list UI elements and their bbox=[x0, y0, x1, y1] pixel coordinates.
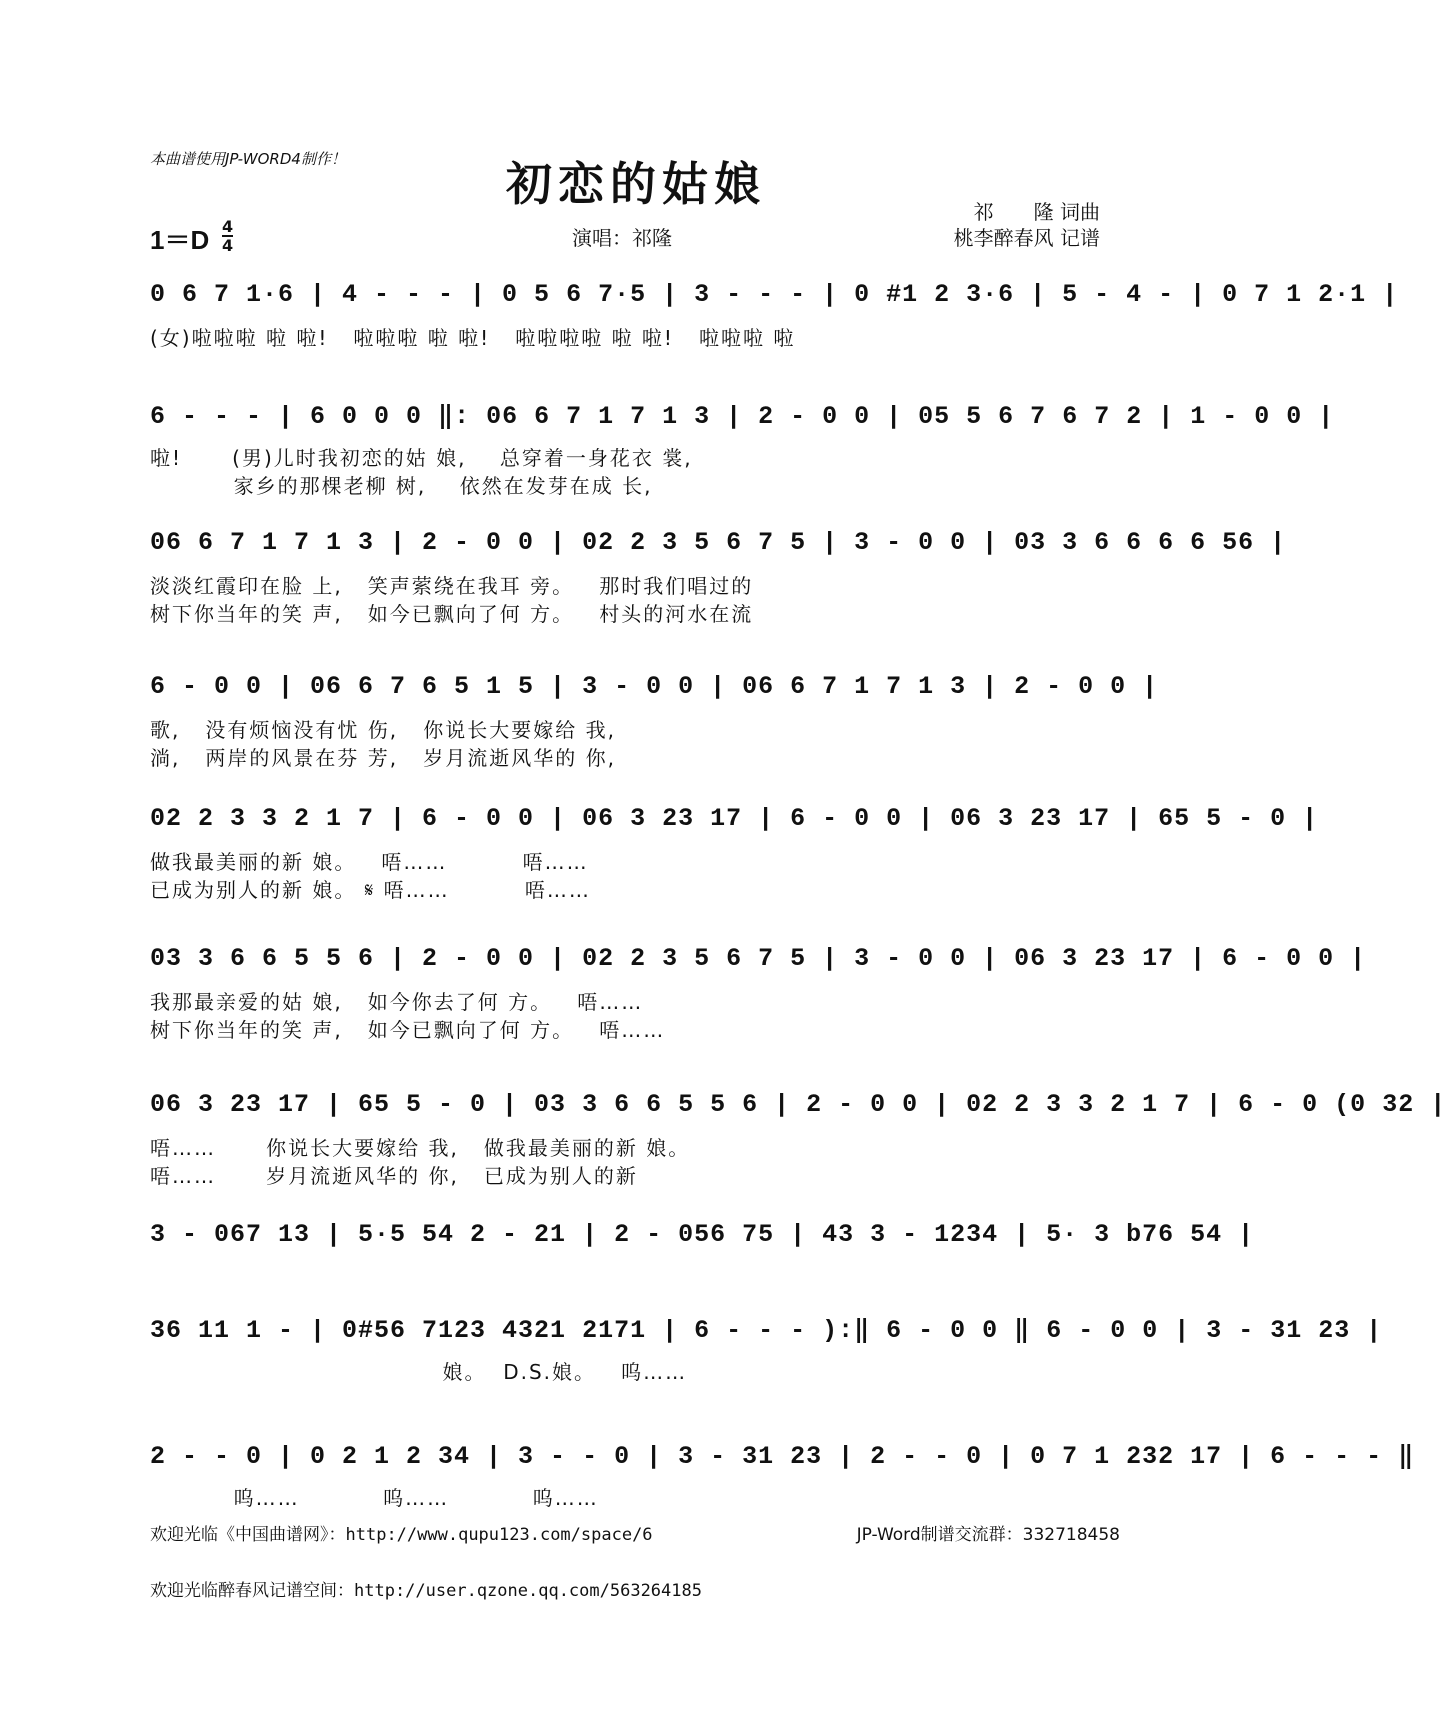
lyric-line: 呜…… 呜…… 呜…… bbox=[150, 1486, 599, 1510]
music-line: 3 - 067 13 | 5·5 54 2 - 21 | 2 - 056 75 | 43 3 - 1234 | 5· 3 b76 54 | bbox=[150, 1220, 1255, 1249]
lyric-line: 唔…… 你说长大要嫁给 我, 做我最美丽的新 娘。 bbox=[150, 1136, 691, 1160]
transcriber-credit: 桃李醉春风 记谱 bbox=[953, 226, 1100, 250]
music-line: 6 - 0 0 | 06 6 7 6 5 1 5 | 3 - 0 0 | 06 6 7 1 7 1 3 | 2 - 0 0 | bbox=[150, 672, 1159, 701]
lyric-line: 淡淡红霞印在脸 上, 笑声萦绕在我耳 旁。 那时我们唱过的 bbox=[150, 574, 754, 598]
footer-qq-group: JP-Word制谱交流群：332718458 bbox=[856, 1525, 1120, 1545]
lyric-line: 树下你当年的笑 声, 如今已飘向了何 方。 唔…… bbox=[150, 1018, 666, 1042]
lyric-line: 歌, 没有烦恼没有忧 伤, 你说长大要嫁给 我, bbox=[150, 718, 616, 742]
lyric-line: 啦! (男)儿时我初恋的姑 娘, 总穿着一身花衣 裳, bbox=[150, 446, 693, 470]
lyric-line: 娘。 D.S.娘。 呜…… bbox=[150, 1360, 688, 1384]
music-line: 02 2 3 3 2 1 7 | 6 - 0 0 | 06 3 23 17 | 6 - 0 0 | 06 3 23 17 | 65 5 - 0 | bbox=[150, 804, 1319, 833]
music-line: 03 3 6 6 5 5 6 | 2 - 0 0 | 02 2 3 5 6 7 5 | 3 - 0 0 | 06 3 23 17 | 6 - 0 0 | bbox=[150, 944, 1367, 973]
lyric-line: (女)啦啦啦 啦 啦! 啦啦啦 啦 啦! 啦啦啦啦 啦 啦! 啦啦啦 啦 bbox=[150, 326, 796, 350]
lyric-line: 已成为别人的新 娘。 𝄋 唔…… 唔…… bbox=[150, 878, 591, 902]
source-note: 本曲谱使用JP-WORD4制作！ bbox=[150, 150, 346, 168]
time-bottom: 4 bbox=[222, 236, 234, 255]
lyric-line: 树下你当年的笑 声, 如今已飘向了何 方。 村头的河水在流 bbox=[150, 602, 754, 626]
footer-link-1: 欢迎光临《中国曲谱网》：http://www.qupu123.com/space/6 bbox=[150, 1525, 653, 1545]
lyric-line: 做我最美丽的新 娘。 唔…… 唔…… bbox=[150, 850, 589, 874]
music-line: 36 11 1 - | 0#56 7123 4321 2171 | 6 - - - ):‖ 6 - 0 0 ‖ 6 - 0 0 | 3 - 31 23 | bbox=[150, 1316, 1383, 1345]
music-line: 06 3 23 17 | 65 5 - 0 | 03 3 6 6 5 5 6 | 2 - 0 0 | 02 2 3 3 2 1 7 | 6 - 0 (0 32 | bbox=[150, 1090, 1446, 1119]
key-signature: 1＝D bbox=[150, 225, 210, 255]
lyric-line: 唔…… 岁月流逝风华的 你, 已成为别人的新 bbox=[150, 1164, 638, 1188]
footer-link-2: 欢迎光临醉春风记谱空间：http://user.qzone.qq.com/563264185 bbox=[150, 1581, 702, 1601]
singer-credit: 演唱：祁隆 bbox=[572, 226, 672, 250]
song-title: 初恋的姑娘 bbox=[506, 157, 766, 211]
lyric-line: 我那最亲爱的姑 娘, 如今你去了何 方。 唔…… bbox=[150, 990, 644, 1014]
music-line: 2 - - 0 | 0 2 1 2 34 | 3 - - 0 | 3 - 31 23 | 2 - - 0 | 0 7 1 232 17 | 6 - - - ‖ bbox=[150, 1442, 1415, 1471]
music-line: 6 - - - | 6 0 0 0 ‖: 06 6 7 1 7 1 3 | 2 - 0 0 | 05 5 6 7 6 7 2 | 1 - 0 0 | bbox=[150, 402, 1335, 431]
music-line: 06 6 7 1 7 1 3 | 2 - 0 0 | 02 2 3 5 6 7 5 | 3 - 0 0 | 03 3 6 6 6 6 56 | bbox=[150, 528, 1287, 557]
music-line: 0 6 7 1·6 | 4 - - - | 0 5 6 7·5 | 3 - - - | 0 #1 2 3·6 | 5 - 4 - | 0 7 1 2·1 | bbox=[150, 280, 1399, 309]
lyric-line: 淌, 两岸的风景在芬 芳, 岁月流逝风华的 你, bbox=[150, 746, 616, 770]
lyric-line: 家乡的那棵老柳 树, 依然在发芽在成 长, bbox=[150, 474, 653, 498]
time-top: 4 bbox=[222, 217, 234, 236]
composer-credit: 祁 隆 词曲 bbox=[973, 200, 1100, 224]
time-signature bbox=[222, 218, 233, 254]
